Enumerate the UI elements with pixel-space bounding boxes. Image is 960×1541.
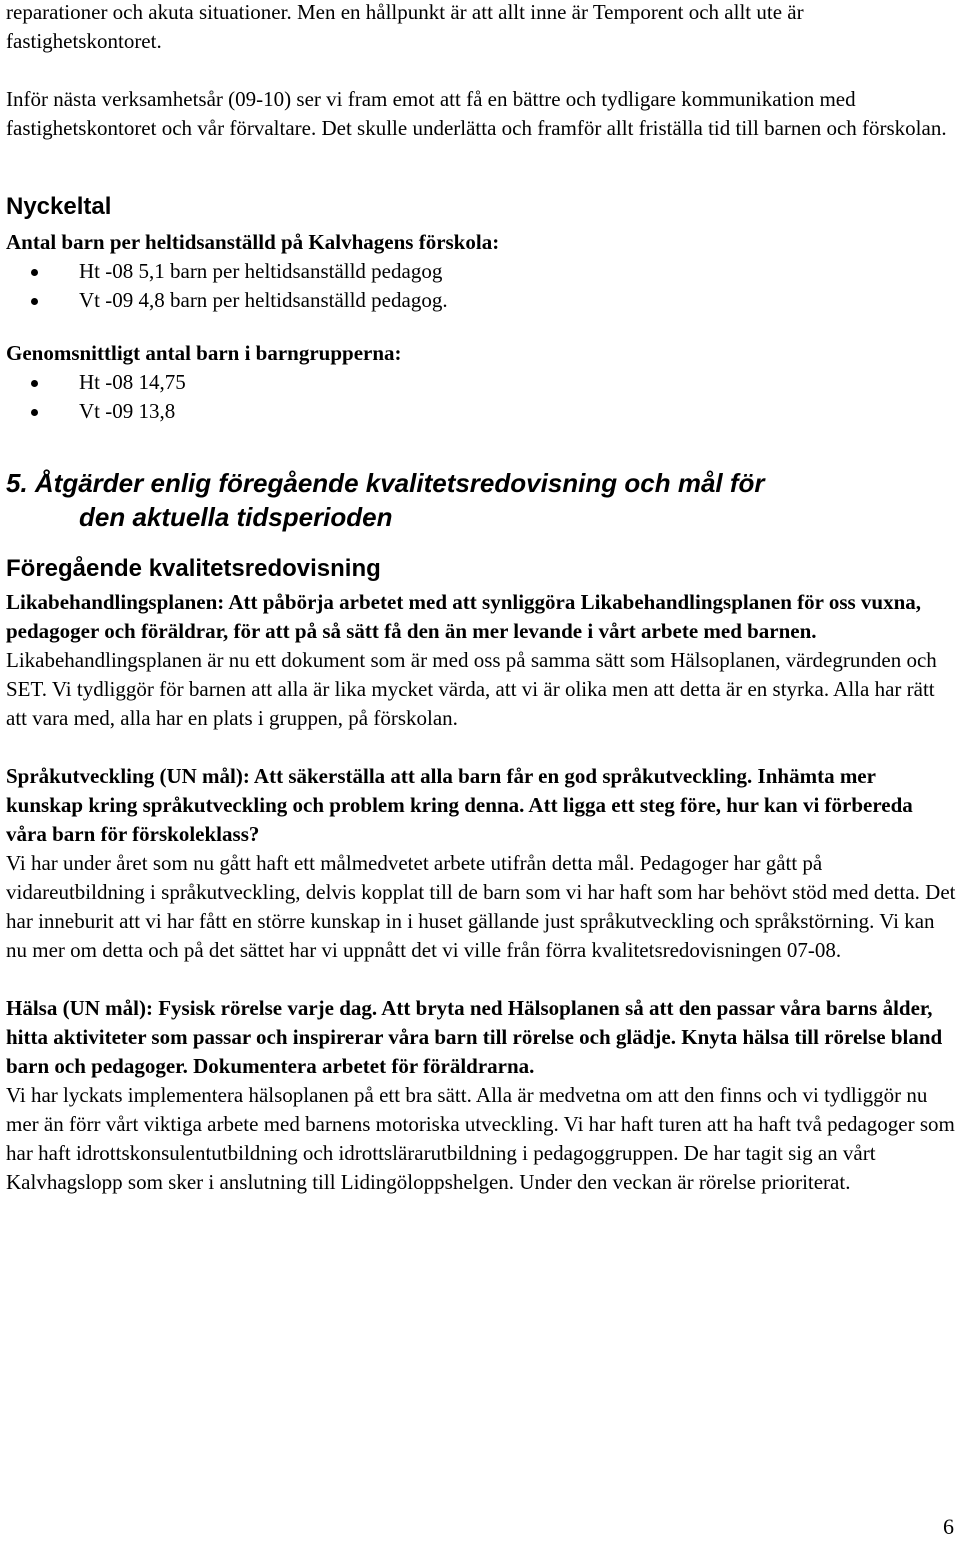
page-number: 6 xyxy=(943,1514,954,1539)
text-sprakutveckling: Vi har under året som nu gått haft ett målmedvetet arbete utifrån detta mål. Pedagoger har gått på vidareutbildning i språkutveckling, delvis kopplat till de barn som vi har haft som har behövt stöd med detta. Det har inneburit att vi har fått en större kunskap in i huset gällande just språkutveckling och språkstörning. Vi kan nu mer om detta och på det sättet har vi uppnått det vi ville från förra kvalitetsredovisningen 07-08. xyxy=(6,851,956,962)
section-heading xyxy=(6,466,956,534)
list-item: Vt -09 4,8 barn per heltidsanställd pedagog. xyxy=(6,286,956,315)
group-size-label: Genomsnittligt antal barn i barngrupperna: xyxy=(6,341,402,365)
list-item: Ht -08 14,75 xyxy=(6,368,956,397)
section-heading-line-2: den aktuella tidsperioden xyxy=(79,502,393,532)
group-size-list xyxy=(6,368,956,426)
intro-paragraph-1: reparationer och akuta situationer. Men en hållpunkt är att allt inne är Temporent och allt ute är fastighetskontoret. xyxy=(6,0,804,53)
staff-ratio-label: Antal barn per heltidsanställd på Kalvhagens förskola: xyxy=(6,230,500,254)
text-halsa: Vi har lyckats implementera hälsoplanen på ett bra sätt. Alla är medvetna om att den finns och vi tydliggör nu mer än förr vårt viktiga arbete med barnens motoriska utveckling. Vi har haft turen att ha haft två pedagoger som har haft idrottskonsulentutbildning och idrottslärarutbildning i pedagoggruppen. De har tagit sig an vårt Kalvhagslopp som sker i anslutning till Lidingöloppshelgen. Under den veckan är rörelse prioriterat. xyxy=(6,1083,955,1194)
nyckeltal-heading: Nyckeltal xyxy=(6,193,112,220)
goal-likabehandling: Likabehandlingsplanen: Att påbörja arbetet med att synliggöra Likabehandlingsplanen för oss vuxna, pedagoger och föräldrar, för att på så sätt få den än mer levande i vårt arbete med barnen. xyxy=(6,590,922,643)
goal-halsa: Hälsa (UN mål): Fysisk rörelse varje dag. Att bryta ned Hälsoplanen så att den passar våra barns ålder, hitta aktiviteter som passar och inspirerar våra barn till rörelse och glädje. Knyta hälsa till rörelse bland barn och pedagoger. Dokumentera arbetet för föräldrarna. xyxy=(6,996,943,1078)
text-likabehandling: Likabehandlingsplanen är nu ett dokument som är med oss på samma sätt som Hälsoplanen, värdegrunden och SET. Vi tydliggör för barnen att alla är lika mycket värda, att vi är olika men att detta är en styrka. Alla har rätt att vara med, alla har en plats i gruppen, på förskolan. xyxy=(6,648,937,730)
subheading: Föregående kvalitetsredovisning xyxy=(6,555,381,582)
document-page xyxy=(6,0,956,1197)
intro-paragraph-2: Inför nästa verksamhetsår (09-10) ser vi fram emot att få en bättre och tydligare kommunikation med fastighetskontoret och vår förvaltare. Det skulle underlätta och framför allt friställa tid till barnen och förskolan. xyxy=(6,87,947,140)
list-item: Vt -09 13,8 xyxy=(6,397,956,426)
goal-sprakutveckling: Språkutveckling (UN mål): Att säkerställa att alla barn får en god språkutveckling. Inhämta mer kunskap kring språkutveckling och problem kring denna. Att ligga ett steg före, hur kan vi förbereda våra barn för förskoleklass? xyxy=(6,764,913,846)
section-heading-line-1: 5. Åtgärder enlig föregående kvalitetsredovisning och mål för xyxy=(6,468,765,498)
list-item: Ht -08 5,1 barn per heltidsanställd pedagog xyxy=(6,257,956,286)
staff-ratio-list xyxy=(6,257,956,315)
